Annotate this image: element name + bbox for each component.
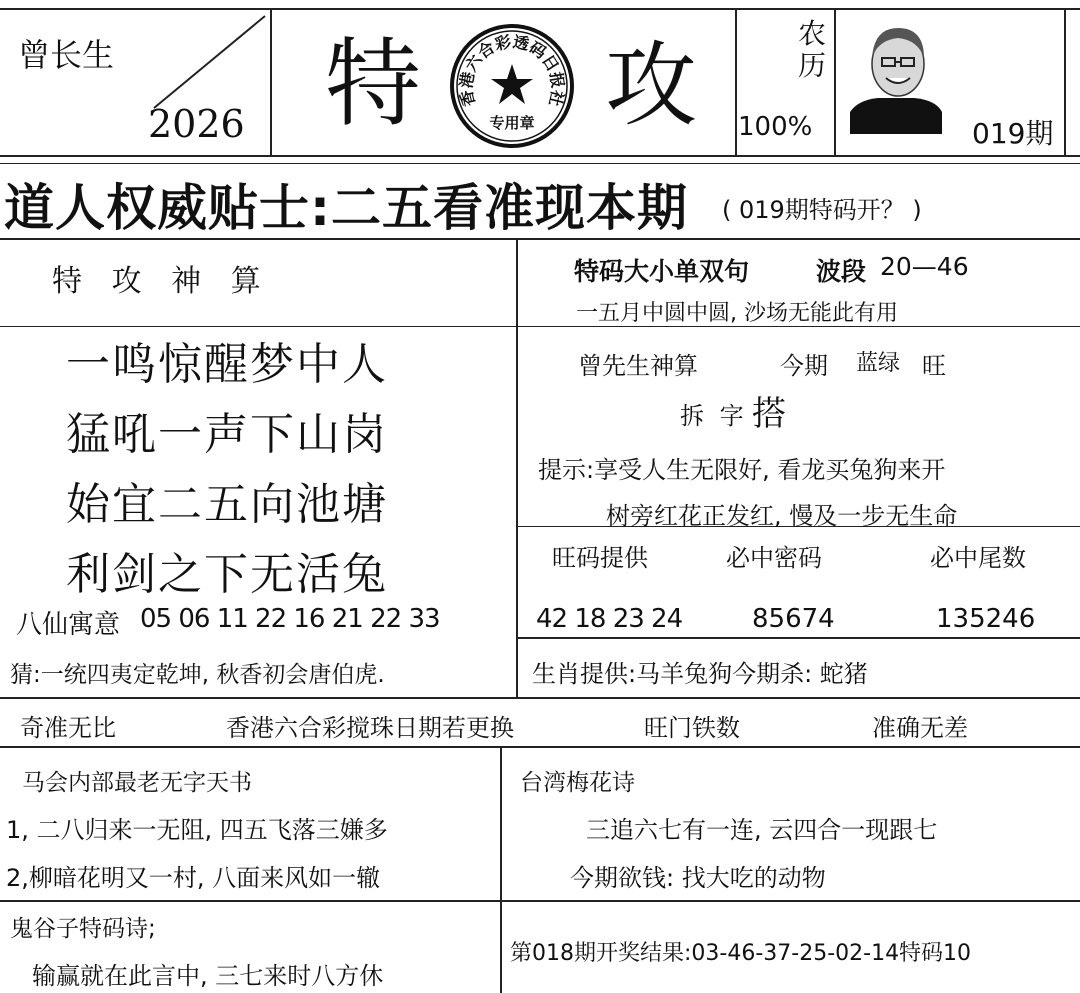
mid-divider (516, 238, 518, 698)
guiguzi-heading: 鬼谷子特码诗; (10, 916, 156, 942)
title-char-left: 特 (325, 28, 421, 140)
header-divider-2 (735, 8, 737, 156)
moon-verse: 一五月中圆中圆, 沙场无能此有用 (576, 301, 898, 326)
col-header-1: 旺码提供 (552, 544, 648, 572)
percent-label: 100% (738, 112, 813, 142)
tianshu-line-1: 1, 二八归来一无阻, 四五飞落三嫌多 (6, 816, 388, 844)
size-odd-even-label: 特码大小单双句 (574, 257, 750, 286)
hint-line-2: 树旁红花正发红, 慢及一步无生命 (606, 502, 958, 530)
zeng-label: 曾先生神算 (578, 352, 698, 380)
left-heading: 特 攻 神 算 (52, 264, 271, 299)
bottom-divider (500, 746, 502, 993)
chaizi-value: 搭 (752, 394, 786, 434)
poem-line-4: 利剑之下无活兔 (66, 549, 388, 600)
poem-line-1: 一鸣惊醒梦中人 (66, 339, 388, 390)
top-border (0, 8, 1080, 10)
hint-line-1: 提示:享受人生无限好, 看龙买兔狗来开 (538, 456, 946, 484)
star-icon (491, 64, 533, 104)
footer-top-line (0, 900, 1080, 902)
poem-line-2: 猛吼一声下山岗 (66, 409, 388, 460)
calendar-label: 农历 (797, 17, 826, 82)
strip-top-line (0, 697, 1080, 699)
poem-line-3: 始宜二五向池塘 (66, 479, 388, 530)
year-label: 2026 (148, 102, 245, 146)
meihua-heading: 台湾梅花诗 (520, 770, 635, 796)
riddle-text: 猜:一统四夷定乾坤, 秋香初会唐伯虎. (10, 662, 385, 688)
meihua-line-2: 今期欲钱: 找大吃的动物 (570, 864, 826, 892)
col-header-3: 必中尾数 (930, 544, 1026, 572)
title-char-right: 攻 (605, 32, 698, 139)
header-divider-1 (270, 8, 272, 156)
banner-note: ( 019期特码开？ ) (722, 196, 922, 224)
left-heading-line (0, 326, 516, 327)
author-name: 曾长生 (18, 36, 115, 74)
seal-sub-text: 专用章 (489, 114, 535, 132)
zeng-wang: 旺 (922, 352, 946, 380)
seal-arc-text: 香港六合彩透码日报社 (456, 32, 568, 109)
wave-value: 20—46 (880, 252, 969, 281)
strip-item-3: 旺门铁数 (644, 714, 740, 742)
strip-item-2: 香港六合彩搅珠日期若更换 (226, 714, 514, 742)
diagonal-line (150, 12, 270, 112)
col-header-2: 必中密码 (726, 544, 822, 572)
draw-result: 第018期开奖结果:03-46-37-25-02-14特码10 (510, 941, 972, 966)
col-value-3: 135246 (936, 604, 1036, 634)
header-divider-3 (834, 8, 836, 156)
strip-bottom-line (0, 746, 1080, 748)
portrait-avatar (848, 14, 944, 134)
header-divider-4 (1064, 8, 1066, 156)
col-value-2: 85674 (752, 604, 835, 634)
header-bottom-line (0, 155, 1080, 157)
meihua-line-1: 三追六七有一连, 云四合一现跟七 (586, 816, 938, 844)
baxian-numbers: 05 06 11 22 16 21 22 33 (140, 604, 440, 634)
banner-title: 道人权威贴士:二五看准现本期 (4, 179, 688, 237)
tianshu-heading: 马会内部最老无字天书 (22, 770, 252, 796)
chaizi-label: 拆 字 (680, 402, 748, 430)
baxian-label: 八仙寓意 (16, 610, 121, 640)
zeng-today: 今期 (780, 352, 828, 380)
official-seal (448, 22, 576, 150)
col-value-1: 42 18 23 24 (536, 604, 683, 634)
strip-item-4: 准确无差 (872, 714, 968, 742)
strip-item-1: 奇准无比 (20, 714, 116, 742)
wave-label: 波段 (816, 257, 867, 286)
guiguzi-line: 输赢就在此言中, 三七来时八方休 (32, 962, 384, 990)
right-line-3 (516, 637, 1080, 639)
shengxiao-line: 生肖提供:马羊兔狗今期杀: 蛇猪 (532, 660, 868, 688)
header-double-line (0, 163, 1080, 164)
tianshu-line-2: 2,柳暗花明又一村, 八面来风如一辙 (6, 864, 381, 892)
issue-number: 019期 (972, 117, 1054, 150)
zeng-colors: 蓝绿 (856, 351, 901, 376)
